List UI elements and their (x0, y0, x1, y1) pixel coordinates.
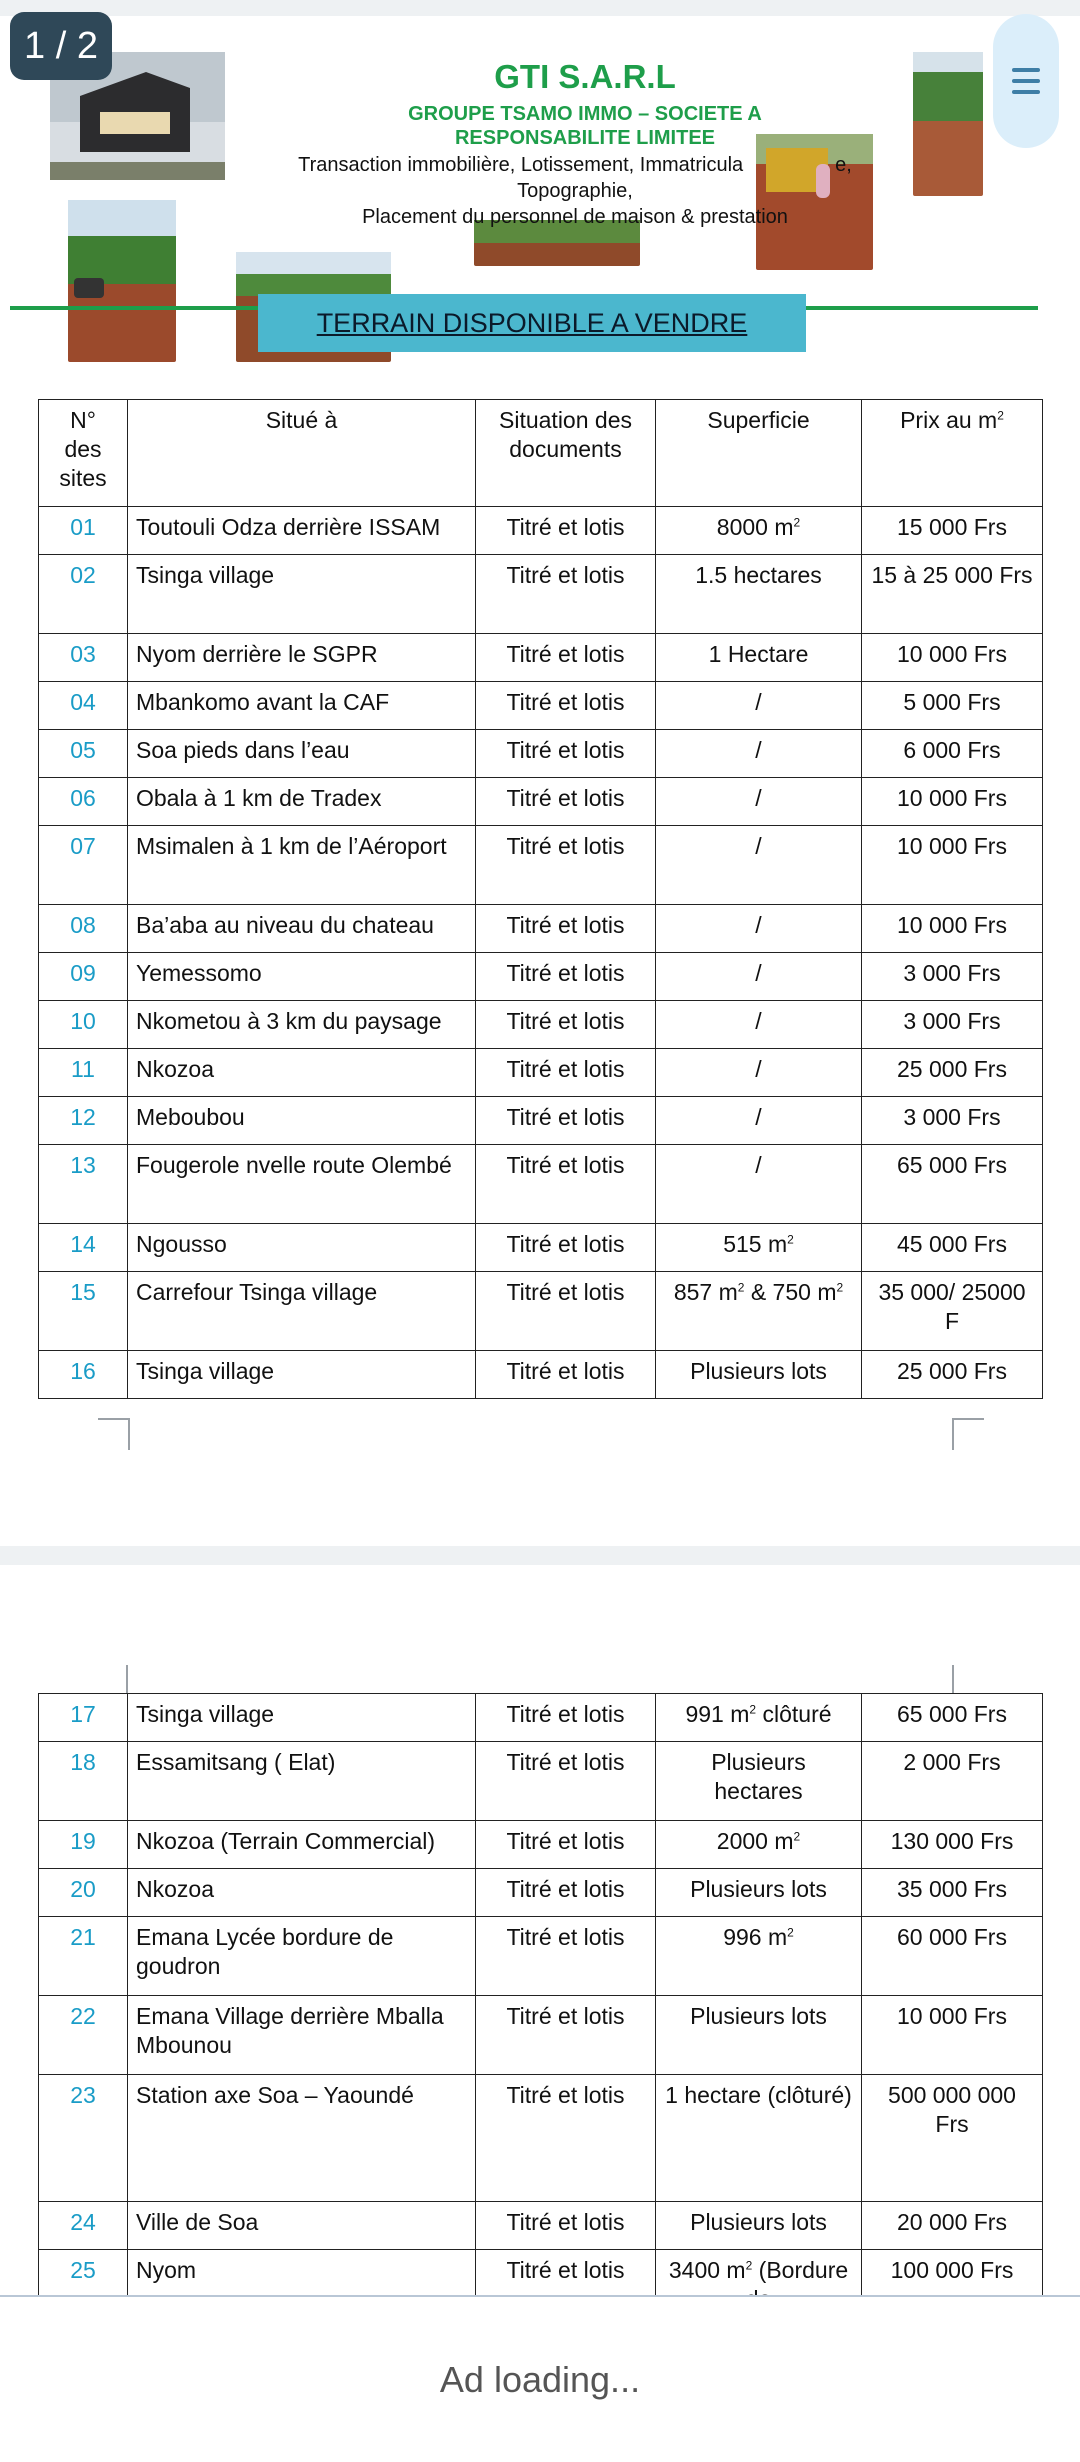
cell-loc: Ba’aba au niveau du chateau (128, 905, 476, 953)
header-loc: Situé à (128, 400, 476, 507)
cell-sup: Plusieurs hectares (656, 1742, 862, 1821)
section-banner: TERRAIN DISPONIBLE A VENDRE (258, 294, 806, 352)
cell-sup: / (656, 1097, 862, 1145)
cell-doc: Titré et lotis (476, 555, 656, 634)
company-name: GTI S.A.R.L (494, 58, 676, 95)
cell-sup: 8000 $m^2$ (656, 507, 862, 555)
cell-doc: Titré et lotis (476, 2202, 656, 2250)
cell-prix: 35 000 Frs (862, 1869, 1043, 1917)
cell-prix: 45 000 Frs (862, 1224, 1043, 1272)
cell-doc: Titré et lotis (476, 634, 656, 682)
cell-sup: / (656, 730, 862, 778)
cell-loc: Ngousso (128, 1224, 476, 1272)
cell-prix: 35 000/ 25000 F (862, 1272, 1043, 1351)
cell-sup: / (656, 953, 862, 1001)
cell-num: 02 (39, 555, 128, 634)
cell-prix: 15 à 25 000 Frs (862, 555, 1043, 634)
table-row (39, 2202, 1043, 2250)
table-row (39, 1224, 1043, 1272)
table-row (39, 1351, 1043, 1399)
cell-doc: Titré et lotis (476, 1049, 656, 1097)
cell-num: 09 (39, 953, 128, 1001)
header-doc: Situation des documents (476, 400, 656, 507)
crop-mark-left (98, 1418, 130, 1450)
cell-prix: 5 000 Frs (862, 682, 1043, 730)
cell-sup: 996 $m^2$ (656, 1917, 862, 1996)
table-row (39, 1694, 1043, 1742)
cell-sup: 2000 $m^2$ (656, 1821, 862, 1869)
cell-loc: Essamitsang ( Elat) (128, 1742, 476, 1821)
hill-road-photo (913, 52, 983, 196)
cell-num: 03 (39, 634, 128, 682)
cell-sup: 515 $m^2$ (656, 1224, 862, 1272)
ad-banner[interactable]: Ad loading... (0, 2295, 1080, 2462)
table-row (39, 682, 1043, 730)
cell-doc: Titré et lotis (476, 905, 656, 953)
cell-sup: Plusieurs lots (656, 1351, 862, 1399)
cell-doc: Titré et lotis (476, 778, 656, 826)
cell-loc: Tsinga village (128, 1694, 476, 1742)
cell-num: 05 (39, 730, 128, 778)
table-row (39, 1049, 1043, 1097)
cell-doc: Titré et lotis (476, 1001, 656, 1049)
cell-sup: Plusieurs lots (656, 2202, 862, 2250)
cell-num: 04 (39, 682, 128, 730)
cell-loc: Mbankomo avant la CAF (128, 682, 476, 730)
cell-num: 20 (39, 1869, 128, 1917)
cell-sup: 1 hectare (clôturé) (656, 2075, 862, 2202)
subtitle-line-2: RESPONSABILITE LIMITEE (454, 127, 716, 149)
cell-loc: Fougerole nvelle route Olembé (128, 1145, 476, 1224)
cell-sup: / (656, 826, 862, 905)
cell-sup: / (656, 1145, 862, 1224)
cell-doc: Titré et lotis (476, 1145, 656, 1224)
subtitle-line-1: GROUPE TSAMO IMMO – SOCIETE A (408, 103, 762, 125)
cell-doc: Titré et lotis (476, 1224, 656, 1272)
cell-prix: 25 000 Frs (862, 1351, 1043, 1399)
crop-mark-left-p2 (126, 1665, 128, 1693)
table-header-row (39, 400, 1043, 507)
desc-line-2: Topographie, (517, 180, 633, 202)
cell-prix: 10 000 Frs (862, 778, 1043, 826)
cell-doc: Titré et lotis (476, 826, 656, 905)
cell-num: 19 (39, 1821, 128, 1869)
cell-prix: 10 000 Frs (862, 826, 1043, 905)
cell-prix: 10 000 Frs (862, 1996, 1043, 2075)
table-row (39, 1821, 1043, 1869)
cell-loc: Emana Village derrière Mballa Mbounou (128, 1996, 476, 2075)
cell-prix: 25 000 Frs (862, 1049, 1043, 1097)
cell-prix: 6 000 Frs (862, 730, 1043, 778)
cell-loc: Msimalen à 1 km de l’Aéroport (128, 826, 476, 905)
cell-doc: Titré et lotis (476, 1351, 656, 1399)
cell-loc: Ville de Soa (128, 2202, 476, 2250)
table-row (39, 1742, 1043, 1821)
table-row (39, 2075, 1043, 2202)
header-prix: Prix au $m^2$ (862, 400, 1043, 507)
table-row (39, 905, 1043, 953)
cell-sup: 3400 $m^2$ (Bordure (656, 2250, 862, 2315)
cell-prix: 3 000 Frs (862, 1001, 1043, 1049)
table-row (39, 634, 1043, 682)
cell-num: 06 (39, 778, 128, 826)
cell-num: 22 (39, 1996, 128, 2075)
header-num: N° des sites (39, 400, 128, 507)
cell-prix: 15 000 Frs (862, 507, 1043, 555)
table-row (39, 953, 1043, 1001)
cell-num: 11 (39, 1049, 128, 1097)
table-row (39, 507, 1043, 555)
document-page-1 (0, 16, 1080, 1546)
crop-mark-right-p2 (952, 1665, 954, 1693)
cell-loc: Meboubou (128, 1097, 476, 1145)
table-row (39, 555, 1043, 634)
cell-num: 23 (39, 2075, 128, 2202)
cell-num: 13 (39, 1145, 128, 1224)
page-indicator: 1 / 2 (10, 12, 112, 80)
cell-num: 21 (39, 1917, 128, 1996)
cell-loc: Emana Lycée bordure de goudron (128, 1917, 476, 1996)
cell-doc: Titré et lotis (476, 1917, 656, 1996)
sites-table-continued (38, 1693, 1043, 2315)
table-row (39, 1869, 1043, 1917)
cell-loc: Nyom (128, 2250, 476, 2315)
cell-doc: Titré et lotis (476, 1097, 656, 1145)
cell-doc: Titré et lotis (476, 1821, 656, 1869)
cell-num: 14 (39, 1224, 128, 1272)
cell-num: 01 (39, 507, 128, 555)
cell-doc: Titré et lotis (476, 2250, 656, 2315)
cell-loc: Carrefour Tsinga village (128, 1272, 476, 1351)
cell-prix: 2 000 Frs (862, 1742, 1043, 1821)
cell-prix: 10 000 Frs (862, 905, 1043, 953)
cell-prix: 3 000 Frs (862, 1097, 1043, 1145)
cell-prix: 100 000 Frs (862, 2250, 1043, 2315)
table-row (39, 1001, 1043, 1049)
desc-line-1: Transaction immobilière, Lotissement, Immatricula e, (298, 154, 852, 176)
table-row (39, 1272, 1043, 1351)
table-row (39, 1917, 1043, 1996)
cell-sup: / (656, 1001, 862, 1049)
cell-loc: Toutouli Odza derrière ISSAM (128, 507, 476, 555)
cell-sup: 857 $m^2$ & 750 $m^2$ (656, 1272, 862, 1351)
cell-num: 15 (39, 1272, 128, 1351)
cell-prix: 10 000 Frs (862, 634, 1043, 682)
cell-num: 17 (39, 1694, 128, 1742)
cell-prix: 3 000 Frs (862, 953, 1043, 1001)
cell-loc: Nkometou à 3 km du paysage (128, 1001, 476, 1049)
cell-doc: Titré et lotis (476, 730, 656, 778)
cell-sup: Plusieurs lots (656, 1996, 862, 2075)
cell-sup: / (656, 778, 862, 826)
cell-sup: 991 $m^2$ clôturé (656, 1694, 862, 1742)
cell-doc: Titré et lotis (476, 1869, 656, 1917)
cell-doc: Titré et lotis (476, 1996, 656, 2075)
cell-loc: Nyom derrière le SGPR (128, 634, 476, 682)
cell-sup: 1 Hectare (656, 634, 862, 682)
cell-num: 07 (39, 826, 128, 905)
company-description (250, 152, 900, 230)
cell-doc: Titré et lotis (476, 507, 656, 555)
table-row (39, 826, 1043, 905)
cell-loc: Nkozoa (128, 1049, 476, 1097)
cell-sup: Plusieurs lots (656, 1869, 862, 1917)
table-row (39, 778, 1043, 826)
cell-doc: Titré et lotis (476, 1272, 656, 1351)
cell-num: 16 (39, 1351, 128, 1399)
header-sup: Superficie (656, 400, 862, 507)
cell-loc: Station axe Soa – Yaoundé (128, 2075, 476, 2202)
cell-loc: Soa pieds dans l’eau (128, 730, 476, 778)
document-page-2 (0, 1565, 1080, 2295)
cell-sup: / (656, 905, 862, 953)
cell-num: 12 (39, 1097, 128, 1145)
cell-doc: Titré et lotis (476, 953, 656, 1001)
cell-num: 08 (39, 905, 128, 953)
cell-doc: Titré et lotis (476, 1742, 656, 1821)
cell-doc: Titré et lotis (476, 2075, 656, 2202)
cell-doc: Titré et lotis (476, 1694, 656, 1742)
cell-sup: / (656, 1049, 862, 1097)
cell-num: 24 (39, 2202, 128, 2250)
crop-mark-right (952, 1418, 984, 1450)
table-row (39, 1996, 1043, 2075)
cell-loc: Nkozoa (128, 1869, 476, 1917)
cell-prix: 20 000 Frs (862, 2202, 1043, 2250)
hamburger-menu-icon[interactable] (993, 14, 1059, 148)
cell-sup: / (656, 682, 862, 730)
cell-loc: Tsinga village (128, 1351, 476, 1399)
cell-num: 25 (39, 2250, 128, 2315)
cell-loc: Tsinga village (128, 555, 476, 634)
cell-sup: 1.5 hectares (656, 555, 862, 634)
table-row (39, 1145, 1043, 1224)
cell-prix: 65 000 Frs (862, 1145, 1043, 1224)
table-row (39, 730, 1043, 778)
cell-doc: Titré et lotis (476, 682, 656, 730)
cell-prix: 65 000 Frs (862, 1694, 1043, 1742)
cell-loc: Obala à 1 km de Tradex (128, 778, 476, 826)
company-subtitle (300, 102, 870, 150)
cell-num: 10 (39, 1001, 128, 1049)
cell-prix: 500 000 000 Frs (862, 2075, 1043, 2202)
cell-prix: 60 000 Frs (862, 1917, 1043, 1996)
table-row (39, 1097, 1043, 1145)
cell-loc: Yemessomo (128, 953, 476, 1001)
road-photo (68, 200, 176, 362)
cell-prix: 130 000 Frs (862, 1821, 1043, 1869)
cell-loc: Nkozoa (Terrain Commercial) (128, 1821, 476, 1869)
cell-num: 18 (39, 1742, 128, 1821)
sites-table (38, 399, 1043, 1399)
desc-line-3: Placement du personnel de maison & prestation (362, 206, 788, 228)
